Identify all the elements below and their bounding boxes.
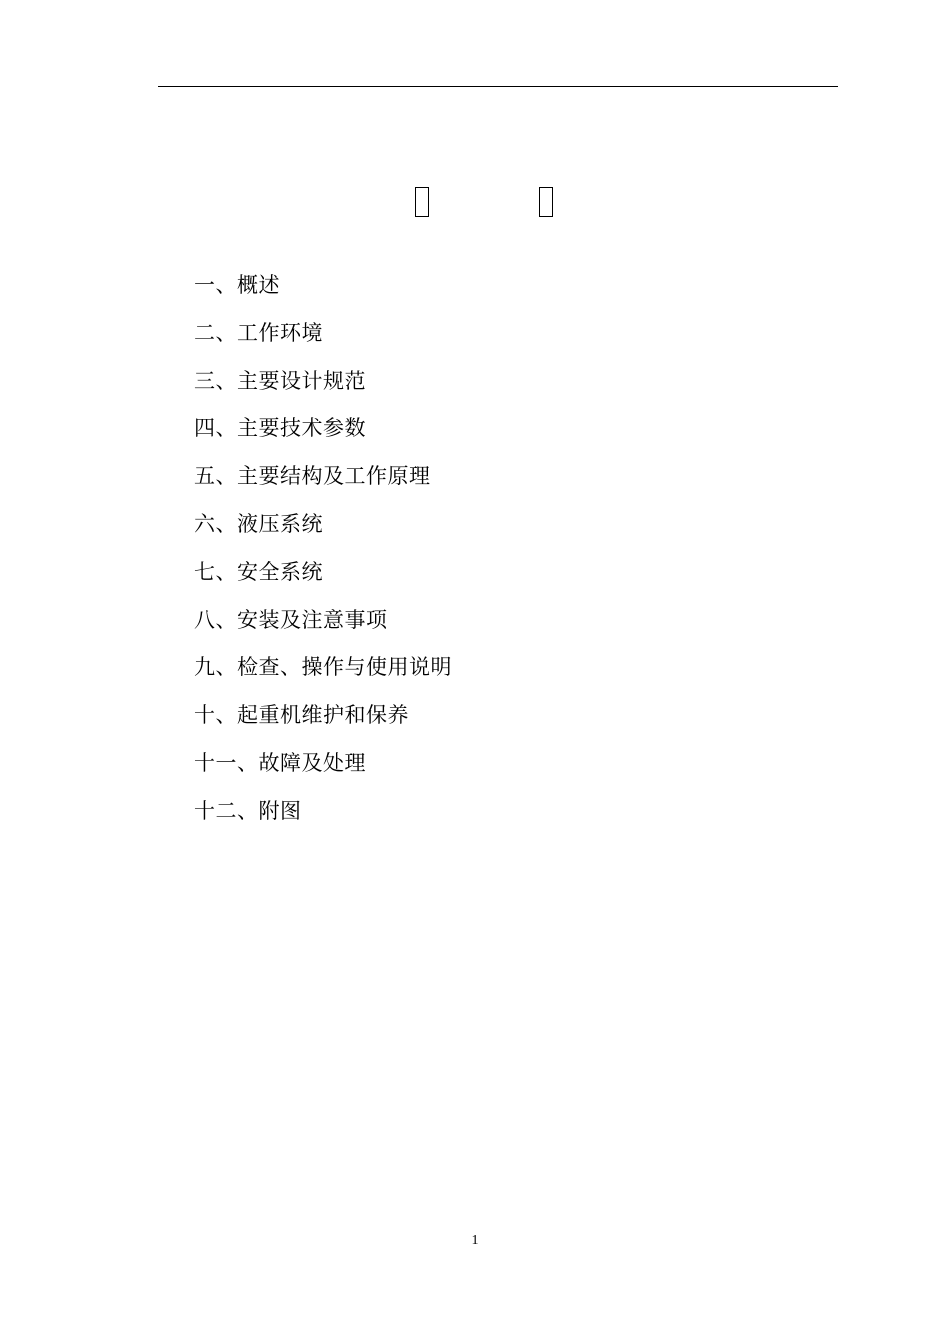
table-of-contents [194,270,452,844]
toc-item: 六、液压系统 [194,511,323,536]
toc-item: 二、工作环境 [194,320,323,345]
toc-item: 五、主要结构及工作原理 [194,464,431,489]
toc-item: 三、主要设计规范 [194,368,366,393]
toc-item: 十一、故障及处理 [194,750,366,775]
toc-item: 十二、附图 [194,798,302,823]
toc-item: 九、检查、操作与使用说明 [194,655,452,680]
toc-item: 七、安全系统 [194,559,323,584]
toc-title-glyph-missing [415,187,429,217]
toc-item: 一、概述 [194,273,280,297]
toc-item: 四、主要技术参数 [194,416,366,441]
toc-item: 八、安装及注意事项 [194,607,388,632]
header-rule [158,86,838,87]
toc-item: 十、起重机维护和保养 [194,703,409,728]
toc-title-glyph-missing [539,187,553,217]
page-number: 1 [471,1233,479,1248]
